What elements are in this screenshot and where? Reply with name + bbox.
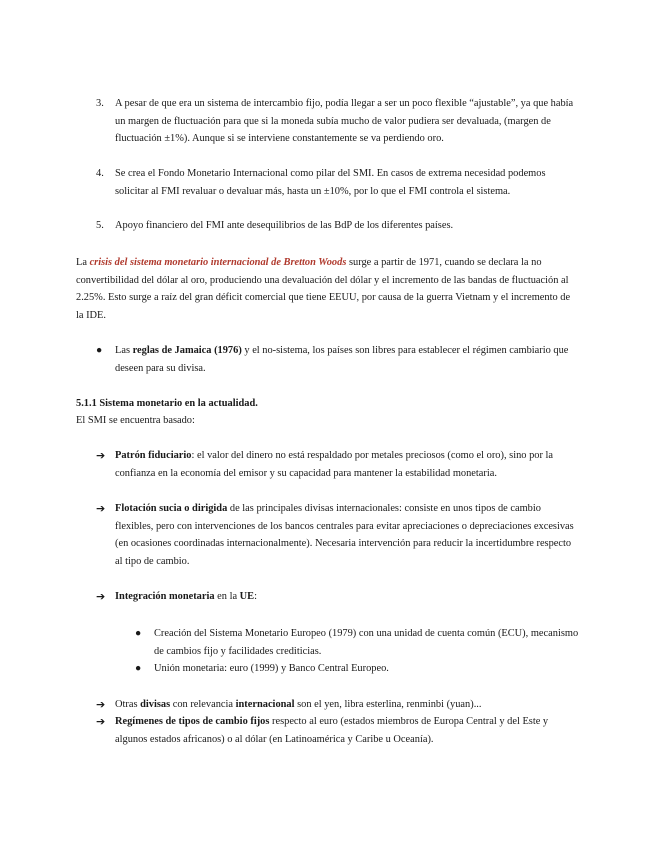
crisis-rest: surge a partir de 1971, cuando se declara la no convertibilidad del dólar al oro, produciendo una devaluación del dólar y el incremento de las bandas de fluctuación al 2.25%. Esto surge a raíz del gran déficit comercial que tiene EEUU, por causa de la guerra Vietnam y el incremento de la IDE.: [76, 257, 571, 321]
numbered-item-3: [96, 95, 578, 148]
bullet-bold: reglas de Jamaica (1976): [132, 345, 242, 356]
arrow-rest: son el yen, libra esterlina, renminbi (yuan)...: [294, 699, 482, 710]
numbered-item-4: [96, 165, 578, 200]
bullet-jamaica: [96, 342, 578, 377]
arrow-icon: ➔: [96, 715, 106, 728]
arrow-bold: Patrón fiduciario: [115, 450, 192, 461]
arrow-rest: :: [254, 591, 257, 602]
bullet-marker: ●: [96, 345, 103, 356]
crisis-highlight: crisis del sistema monetario internacional de Bretton Woods: [89, 257, 347, 268]
sub-bullet-text: Creación del Sistema Monetario Europeo (1979) con una unidad de cuenta común (ECU), mecanismo de cambios fijo y facilidades crediticias.: [154, 628, 579, 657]
arrow-icon: ➔: [96, 590, 106, 603]
section-heading: 5.1.1 Sistema monetario en la actualidad.: [76, 398, 258, 409]
item-text: Apoyo financiero del FMI ante desequilibrios de las BdP de los diferentes países.: [115, 220, 454, 231]
item-text: Se crea el Fondo Monetario Internacional como pilar del SMI. En casos de extrema necesidad podemos solicitar al FMI revaluar o devaluar más, hasta un ±10%, por lo que el FMI controla el sistema.: [115, 168, 546, 197]
arrow-bold: Flotación sucia o dirigida: [115, 503, 228, 514]
item-number: 5.: [96, 220, 104, 231]
bullet-marker: ●: [135, 663, 142, 674]
crisis-paragraph: [76, 254, 578, 324]
bullet-prefix: Las: [115, 345, 133, 356]
numbered-item-5: [96, 217, 578, 235]
item-text: A pesar de que era un sistema de intercambio fijo, podía llegar a ser un poco flexible “ajustable”, ya que había un margen de fluctuación para que si la moneda subía mucho de valor pudiera ser devaluada, (margen de fluctuación ±1%). Aunque si se interviene constantemente se va perdiendo oro.: [115, 98, 574, 145]
arrow-bold-2: UE: [239, 591, 255, 602]
arrow-bold: Integración monetaria: [115, 591, 215, 602]
sub-bullet-sme: [135, 625, 579, 660]
arrow-bold: Regímenes de tipos de cambio fijos: [115, 716, 270, 727]
item-number: 4.: [96, 168, 104, 179]
item-number: 3.: [96, 98, 104, 109]
arrow-icon: ➔: [96, 449, 106, 462]
arrow-bold: divisas: [140, 699, 171, 710]
sub-bullet-union: [135, 660, 579, 678]
arrow-mid: en la: [214, 591, 240, 602]
arrow-item-flotacion: [96, 500, 580, 570]
arrow-rest: de las principales divisas internacionales: consiste en unos tipos de cambio flexibles, pero con intervenciones de los bancos centrales para evitar apreciaciones o depreciaciones excesivas (en ocasiones coordinadas internacionalmente). Necesaria intervención para reducir la incertidumbre respecto al tipo de cambio.: [115, 503, 574, 567]
arrow-item-fiduciario: [96, 447, 580, 482]
arrow-item-regimenes: [96, 713, 580, 748]
bullet-rest: y el no-sistema, los países son libres para establecer el régimen cambiario que deseen para su divisa.: [115, 345, 569, 374]
arrow-item-integracion: [96, 588, 580, 606]
arrow-mid: con relevancia: [170, 699, 236, 710]
sub-bullet-text: Unión monetaria: euro (1999) y Banco Central Europeo.: [154, 663, 389, 674]
arrow-bold-2: internacional: [235, 699, 295, 710]
arrow-rest: respecto al euro (estados miembros de Europa Central y del Este y algunos estados africanos) o al dólar (en Latinoamérica y Caribe u Oceanía).: [115, 716, 549, 745]
arrow-rest: : el valor del dinero no está respaldado por metales preciosos (como el oro), sino por la confianza en la economía del emisor y su capacidad para mantener la estabilidad monetaria.: [115, 450, 554, 479]
arrow-prefix: Otras: [115, 699, 141, 710]
section-intro: El SMI se encuentra basado:: [76, 415, 195, 426]
crisis-prefix: La: [76, 257, 90, 268]
arrow-item-divisas: [96, 696, 580, 714]
arrow-icon: ➔: [96, 502, 106, 515]
arrow-icon: ➔: [96, 698, 106, 711]
bullet-marker: ●: [135, 628, 142, 639]
